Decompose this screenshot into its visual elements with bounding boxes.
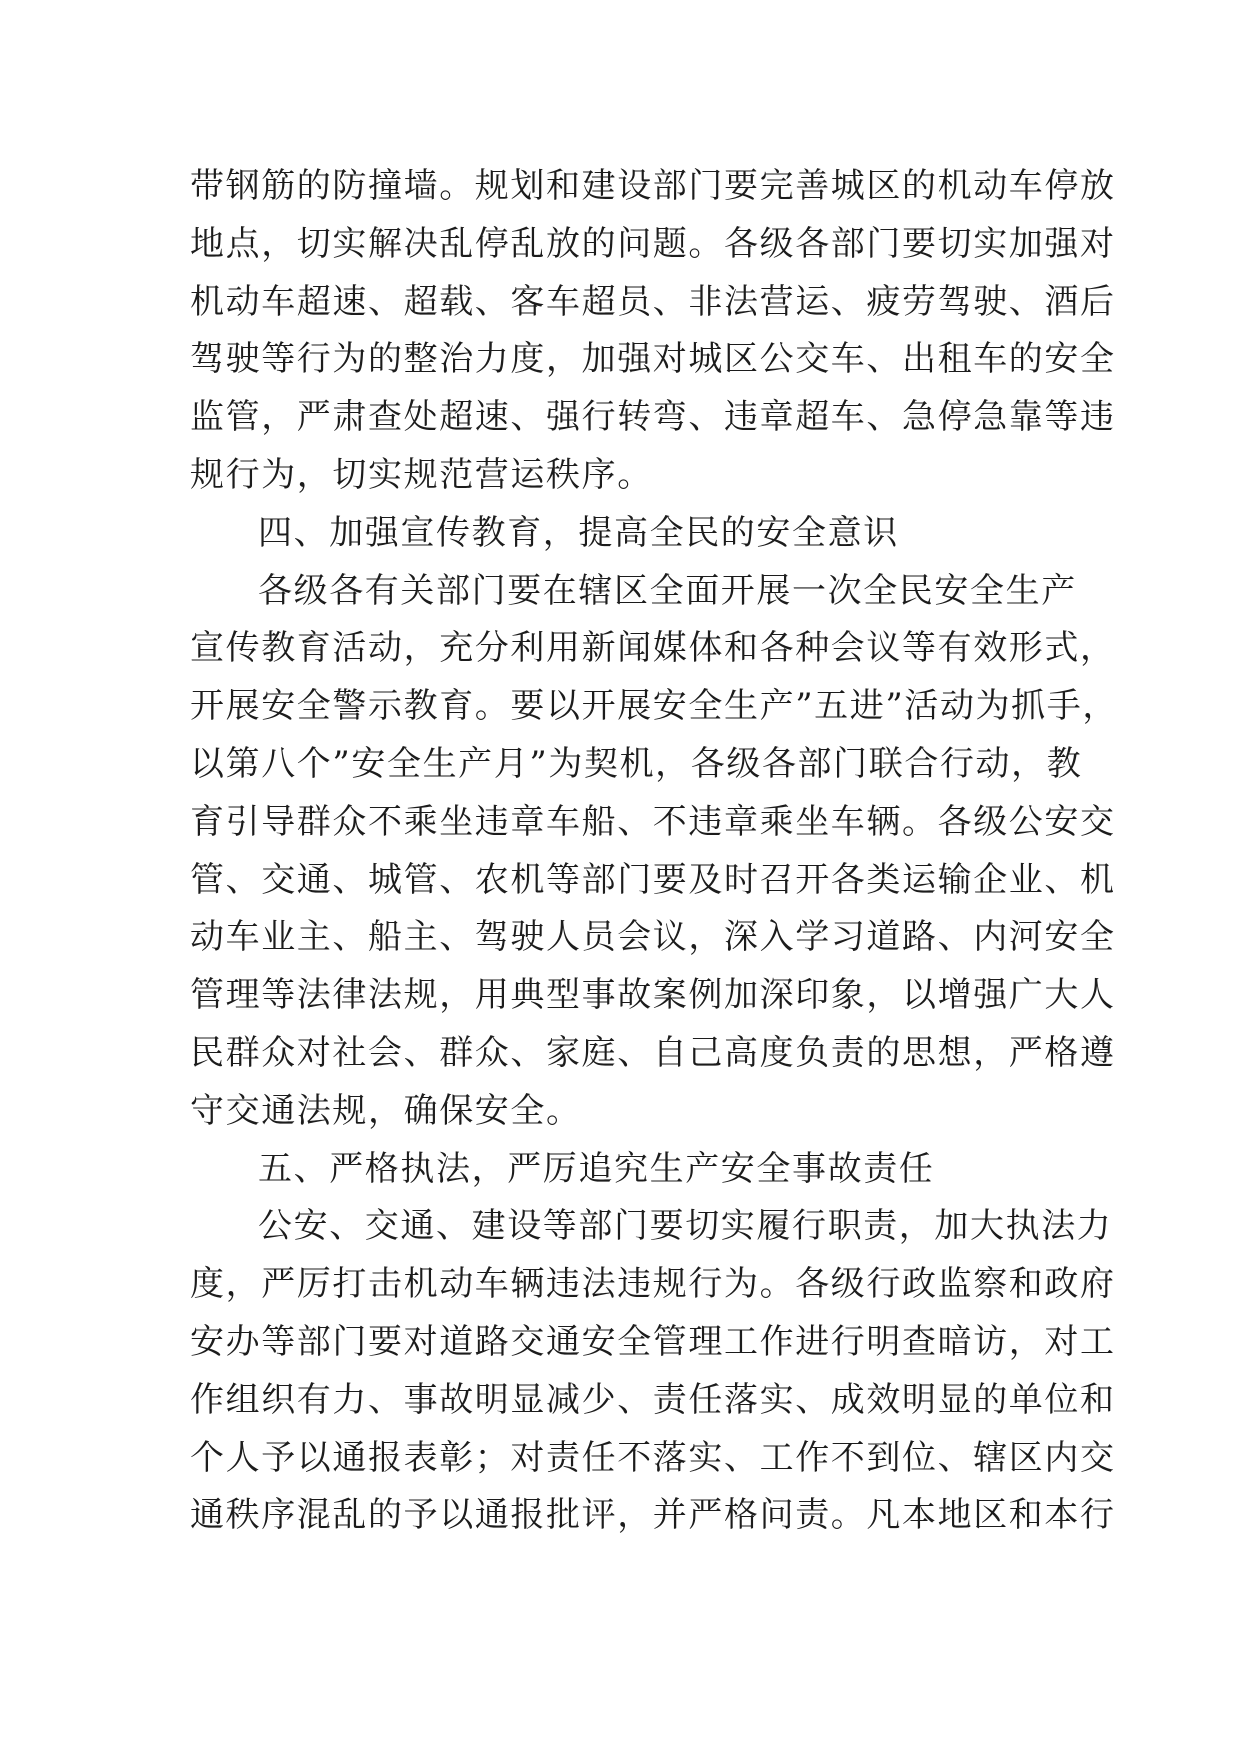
paragraph-line: 机动车超速、超载、客车超员、非法营运、疲劳驾驶、酒后 — [190, 281, 1116, 322]
paragraph-line: 管理等法律法规，用典型事故案例加深印象，以增强广大人 — [190, 975, 1116, 1016]
paragraph-line: 宣传教育活动，充分利用新闻媒体和各种会议等有效形式， — [190, 628, 1116, 669]
paragraph-line: 各级各有关部门要在辖区全面开展一次全民安全生产 — [258, 570, 1077, 611]
paragraph-strict-enforcement — [190, 1198, 1116, 1545]
document-body — [190, 158, 1118, 1545]
paragraph-line: 动车业主、船主、驾驶人员会议，深入学习道路、内河安全 — [190, 917, 1116, 958]
paragraph-line: 监管，严肃查处超速、强行转弯、违章超车、急停急靠等违 — [190, 397, 1116, 438]
paragraph-line: 安办等部门要对道路交通安全管理工作进行明查暗访，对工 — [190, 1321, 1116, 1362]
section-heading-strict-enforcement: 五、严格执法，严厉追究生产安全事故责任 — [258, 1148, 935, 1189]
paragraph-line: 守交通法规，确保安全。 — [190, 1090, 582, 1131]
paragraph-line: 个人予以通报表彰；对责任不落实、工作不到位、辖区内交 — [190, 1437, 1116, 1478]
paragraph-line: 规行为，切实规范营运秩序。 — [190, 454, 653, 495]
paragraph-line: 育引导群众不乘坐违章车船、不违章乘坐车辆。各级公安交 — [190, 801, 1116, 842]
paragraph-line: 地点，切实解决乱停乱放的问题。各级各部门要切实加强对 — [190, 223, 1116, 264]
paragraph-line: 度，严厉打击机动车辆违法违规行为。各级行政监察和政府 — [190, 1264, 1116, 1305]
paragraph-line: 公安、交通、建设等部门要切实履行职责，加大执法力 — [258, 1206, 1113, 1247]
paragraph-line: 带钢筋的防撞墙。规划和建设部门要完善城区的机动车停放 — [190, 166, 1116, 206]
paragraph-line: 驾驶等行为的整治力度，加强对城区公交车、出租车的安全 — [190, 339, 1116, 380]
paragraph-line: 开展安全警示教育。要以开展安全生产”五进”活动为抓手， — [190, 686, 1118, 727]
paragraph-line: 民群众对社会、群众、家庭、自己高度负责的思想，严格遵 — [190, 1032, 1116, 1073]
paragraph-line: 以第八个”安全生产月”为契机，各级各部门联合行动，教 — [190, 743, 1083, 784]
paragraph-publicity-education — [190, 563, 1118, 1141]
paragraph-line: 作组织有力、事故明显减少、责任落实、成效明显的单位和 — [190, 1379, 1116, 1420]
paragraph-line: 管、交通、城管、农机等部门要及时召开各类运输企业、机 — [190, 859, 1116, 900]
section-heading-publicity-education: 四、加强宣传教育，提高全民的安全意识 — [258, 512, 899, 553]
paragraph-road-safety-measures — [190, 158, 1116, 505]
paragraph-line: 通秩序混乱的予以通报批评，并严格问责。凡本地区和本行 — [190, 1495, 1116, 1536]
